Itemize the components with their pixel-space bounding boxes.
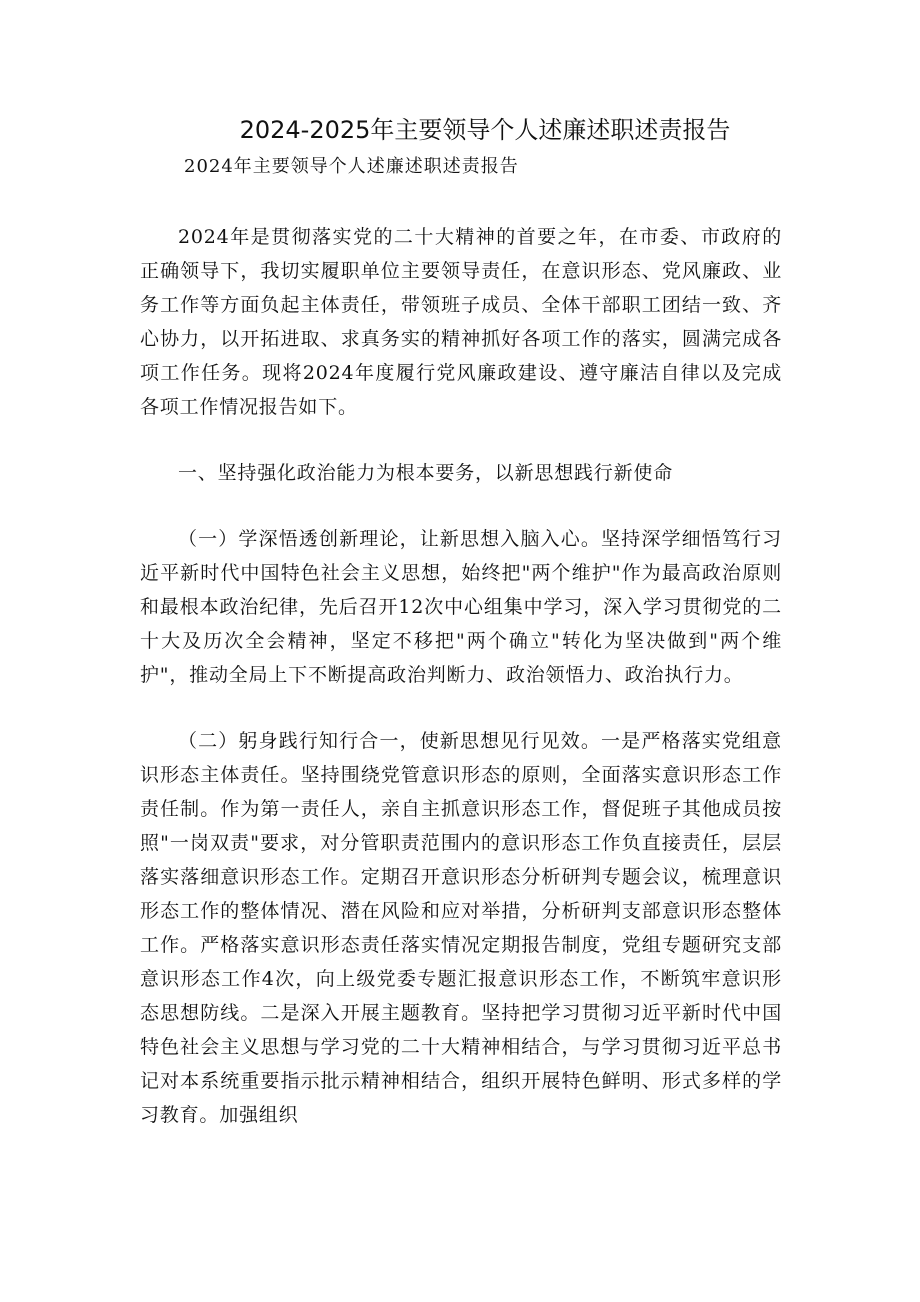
document-body bbox=[140, 220, 782, 1164]
document-title: 2024-2025年主要领导个人述廉述职述责报告 bbox=[239, 116, 731, 144]
section-heading-1: 一、坚持强化政治能力为根本要务，以新思想践行新使命 bbox=[178, 462, 674, 484]
intro-paragraph: 2024年是贯彻落实党的二十大精神的首要之年，在市委、市政府的正确领导下，我切实履职单位主要领导责任，在意识形态、党风廉政、业务工作等方面负起主体责任，带领班子成员、全体干部职工团结一致、齐心协力，以开拓进取、求真务实的精神抓好各项工作的落实，圆满完成各项工作任务。现将2024年度履行党风廉政建设、遵守廉洁自律以及完成各项工作情况报告如下。 bbox=[140, 226, 782, 418]
subsection-paragraph-2: （二）躬身践行知行合一，使新思想见行见效。一是严格落实党组意识形态主体责任。坚持围绕党管意识形态的原则，全面落实意识形态工作责任制。作为第一责任人，亲自主抓意识形态工作，督促班子其他成员按照"一岗双责"要求，对分管职责范围内的意识形态工作负直接责任，层层落实落细意识形态工作。定期召开意识形态分析研判专题会议，梳理意识形态工作的整体情况、潜在风险和应对举措，分析研判支部意识形态整体工作。严格落实意识形态责任落实情况定期报告制度，党组专题研究支部意识形态工作4次，向上级党委专题汇报意识形态工作，不断筑牢意识形态思想防线。二是深入开展主题教育。坚持把学习贯彻习近平新时代中国特色社会主义思想与学习党的二十大精神相结合，与学习贯彻习近平总书记对本系统重要指示批示精神相结合，组织开展特色鲜明、形式多样的学习教育。加强组织 bbox=[140, 730, 782, 1126]
subsection-paragraph-1: （一）学深悟透创新理论，让新思想入脑入心。坚持深学细悟笃行习近平新时代中国特色社会主义思想，始终把"两个维护"作为最高政治原则和最根本政治纪律，先后召开12次中心组集中学习，深入学习贯彻党的二十大及历次全会精神，坚定不移把"两个确立"转化为坚决做到"两个维护"，推动全局上下不断提高政治判断力、政治领悟力、政治执行力。 bbox=[140, 528, 782, 686]
document-subtitle: 2024年主要领导个人述廉述职述责报告 bbox=[184, 156, 519, 177]
